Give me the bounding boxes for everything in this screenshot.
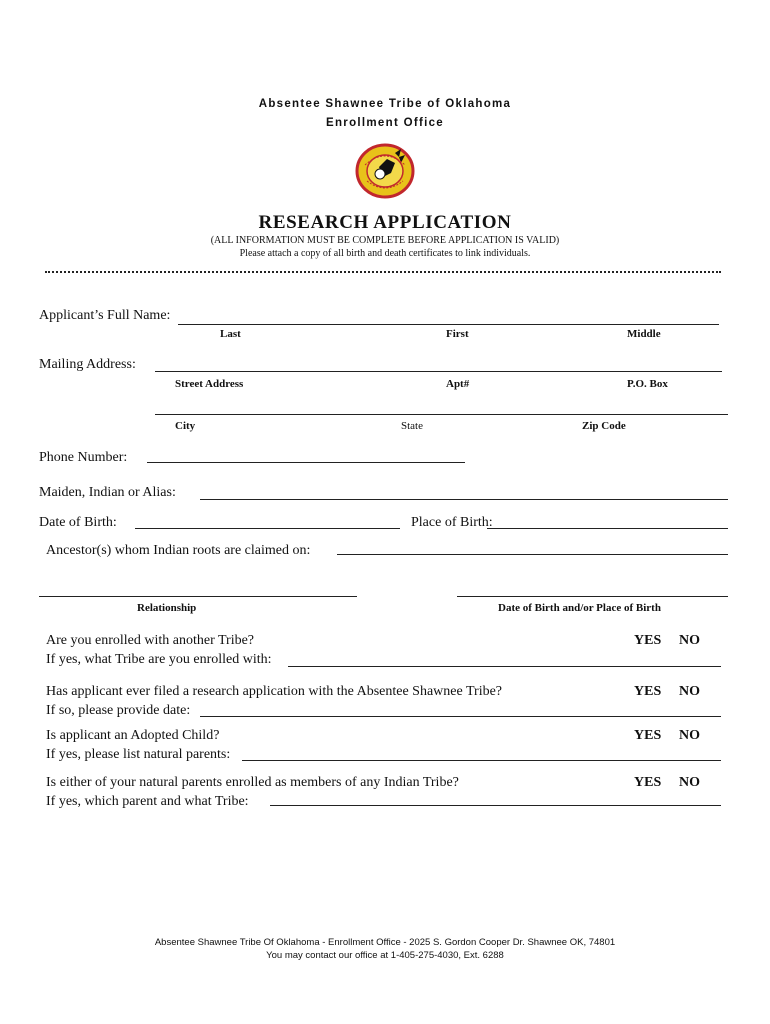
question-3-follow-up: If yes, please list natural parents: [46, 747, 231, 762]
pob-label: Place of Birth: [411, 515, 493, 530]
caption-ancestor-dob-pob: Date of Birth and/or Place of Birth [498, 602, 661, 614]
dotted-divider [45, 271, 721, 273]
question-3-yes[interactable]: YES [634, 728, 662, 743]
question-1-text: Are you enrolled with another Tribe? [46, 633, 255, 648]
dob-pob-ancestor-field[interactable] [457, 596, 728, 597]
dob-field[interactable] [135, 528, 400, 529]
question-4-yes[interactable]: YES [634, 775, 662, 790]
question-2-field[interactable] [200, 716, 721, 717]
mailing-address-field[interactable] [155, 371, 722, 372]
page-title: RESEARCH APPLICATION [258, 212, 512, 233]
question-2-follow-up: If so, please provide date: [46, 703, 191, 718]
question-1-no[interactable]: NO [679, 633, 700, 648]
subtitle-attach: Please attach a copy of all birth and death certificates to link individuals. [239, 248, 531, 259]
ancestors-label: Ancestor(s) whom Indian roots are claimed on: [46, 543, 311, 558]
caption-first: First [446, 328, 469, 340]
relationship-field[interactable] [39, 596, 357, 597]
question-4-text: Is either of your natural parents enrolled as members of any Indian Tribe? [46, 775, 459, 790]
subtitle-required: (ALL INFORMATION MUST BE COMPLETE BEFORE APPLICATION IS VALID) [210, 235, 560, 246]
phone-field[interactable] [147, 462, 465, 463]
ancestors-field[interactable] [337, 554, 728, 555]
org-name: Absentee Shawnee Tribe of Oklahoma [258, 98, 512, 110]
office-name: Enrollment Office [326, 117, 444, 129]
phone-label: Phone Number: [39, 450, 128, 465]
caption-zip-code: Zip Code [582, 420, 626, 432]
pob-field[interactable] [487, 528, 728, 529]
question-1-follow-up: If yes, what Tribe are you enrolled with: [46, 652, 272, 667]
tribal-seal-logo [355, 143, 415, 199]
question-2-text: Has applicant ever filed a research application with the Absentee Shawnee Tribe? [46, 684, 503, 699]
question-4-no[interactable]: NO [679, 775, 700, 790]
footer-contact: You may contact our office at 1-405-275-4030, Ext. 6288 [266, 950, 504, 961]
question-4-field[interactable] [270, 805, 721, 806]
caption-middle: Middle [627, 328, 661, 340]
seal-disc [375, 169, 385, 179]
question-1-field[interactable] [288, 666, 721, 667]
caption-apt: Apt# [446, 378, 470, 390]
footer-address: Absentee Shawnee Tribe Of Oklahoma - Enrollment Office - 2025 S. Gordon Cooper Dr. Shawnee OK, 74801 [154, 937, 616, 948]
question-4-follow-up: If yes, which parent and what Tribe: [46, 794, 249, 809]
maiden-label: Maiden, Indian or Alias: [39, 485, 176, 500]
question-3-field[interactable] [242, 760, 721, 761]
dob-label: Date of Birth: [39, 515, 117, 530]
caption-relationship: Relationship [137, 602, 197, 614]
city-state-zip-field[interactable] [155, 414, 728, 415]
mailing-address-label: Mailing Address: [39, 357, 136, 372]
question-3-no[interactable]: NO [679, 728, 700, 743]
question-2-no[interactable]: NO [679, 684, 700, 699]
question-1-yes[interactable]: YES [634, 633, 662, 648]
caption-po-box: P.O. Box [627, 378, 668, 390]
caption-state: State [401, 420, 423, 432]
question-3-text: Is applicant an Adopted Child? [46, 728, 220, 743]
caption-street-address: Street Address [175, 378, 244, 390]
full-name-label: Applicant’s Full Name: [39, 308, 171, 323]
caption-city: City [175, 420, 196, 432]
maiden-field[interactable] [200, 499, 728, 500]
question-2-yes[interactable]: YES [634, 684, 662, 699]
caption-last: Last [220, 328, 241, 340]
full-name-field[interactable] [178, 324, 719, 325]
